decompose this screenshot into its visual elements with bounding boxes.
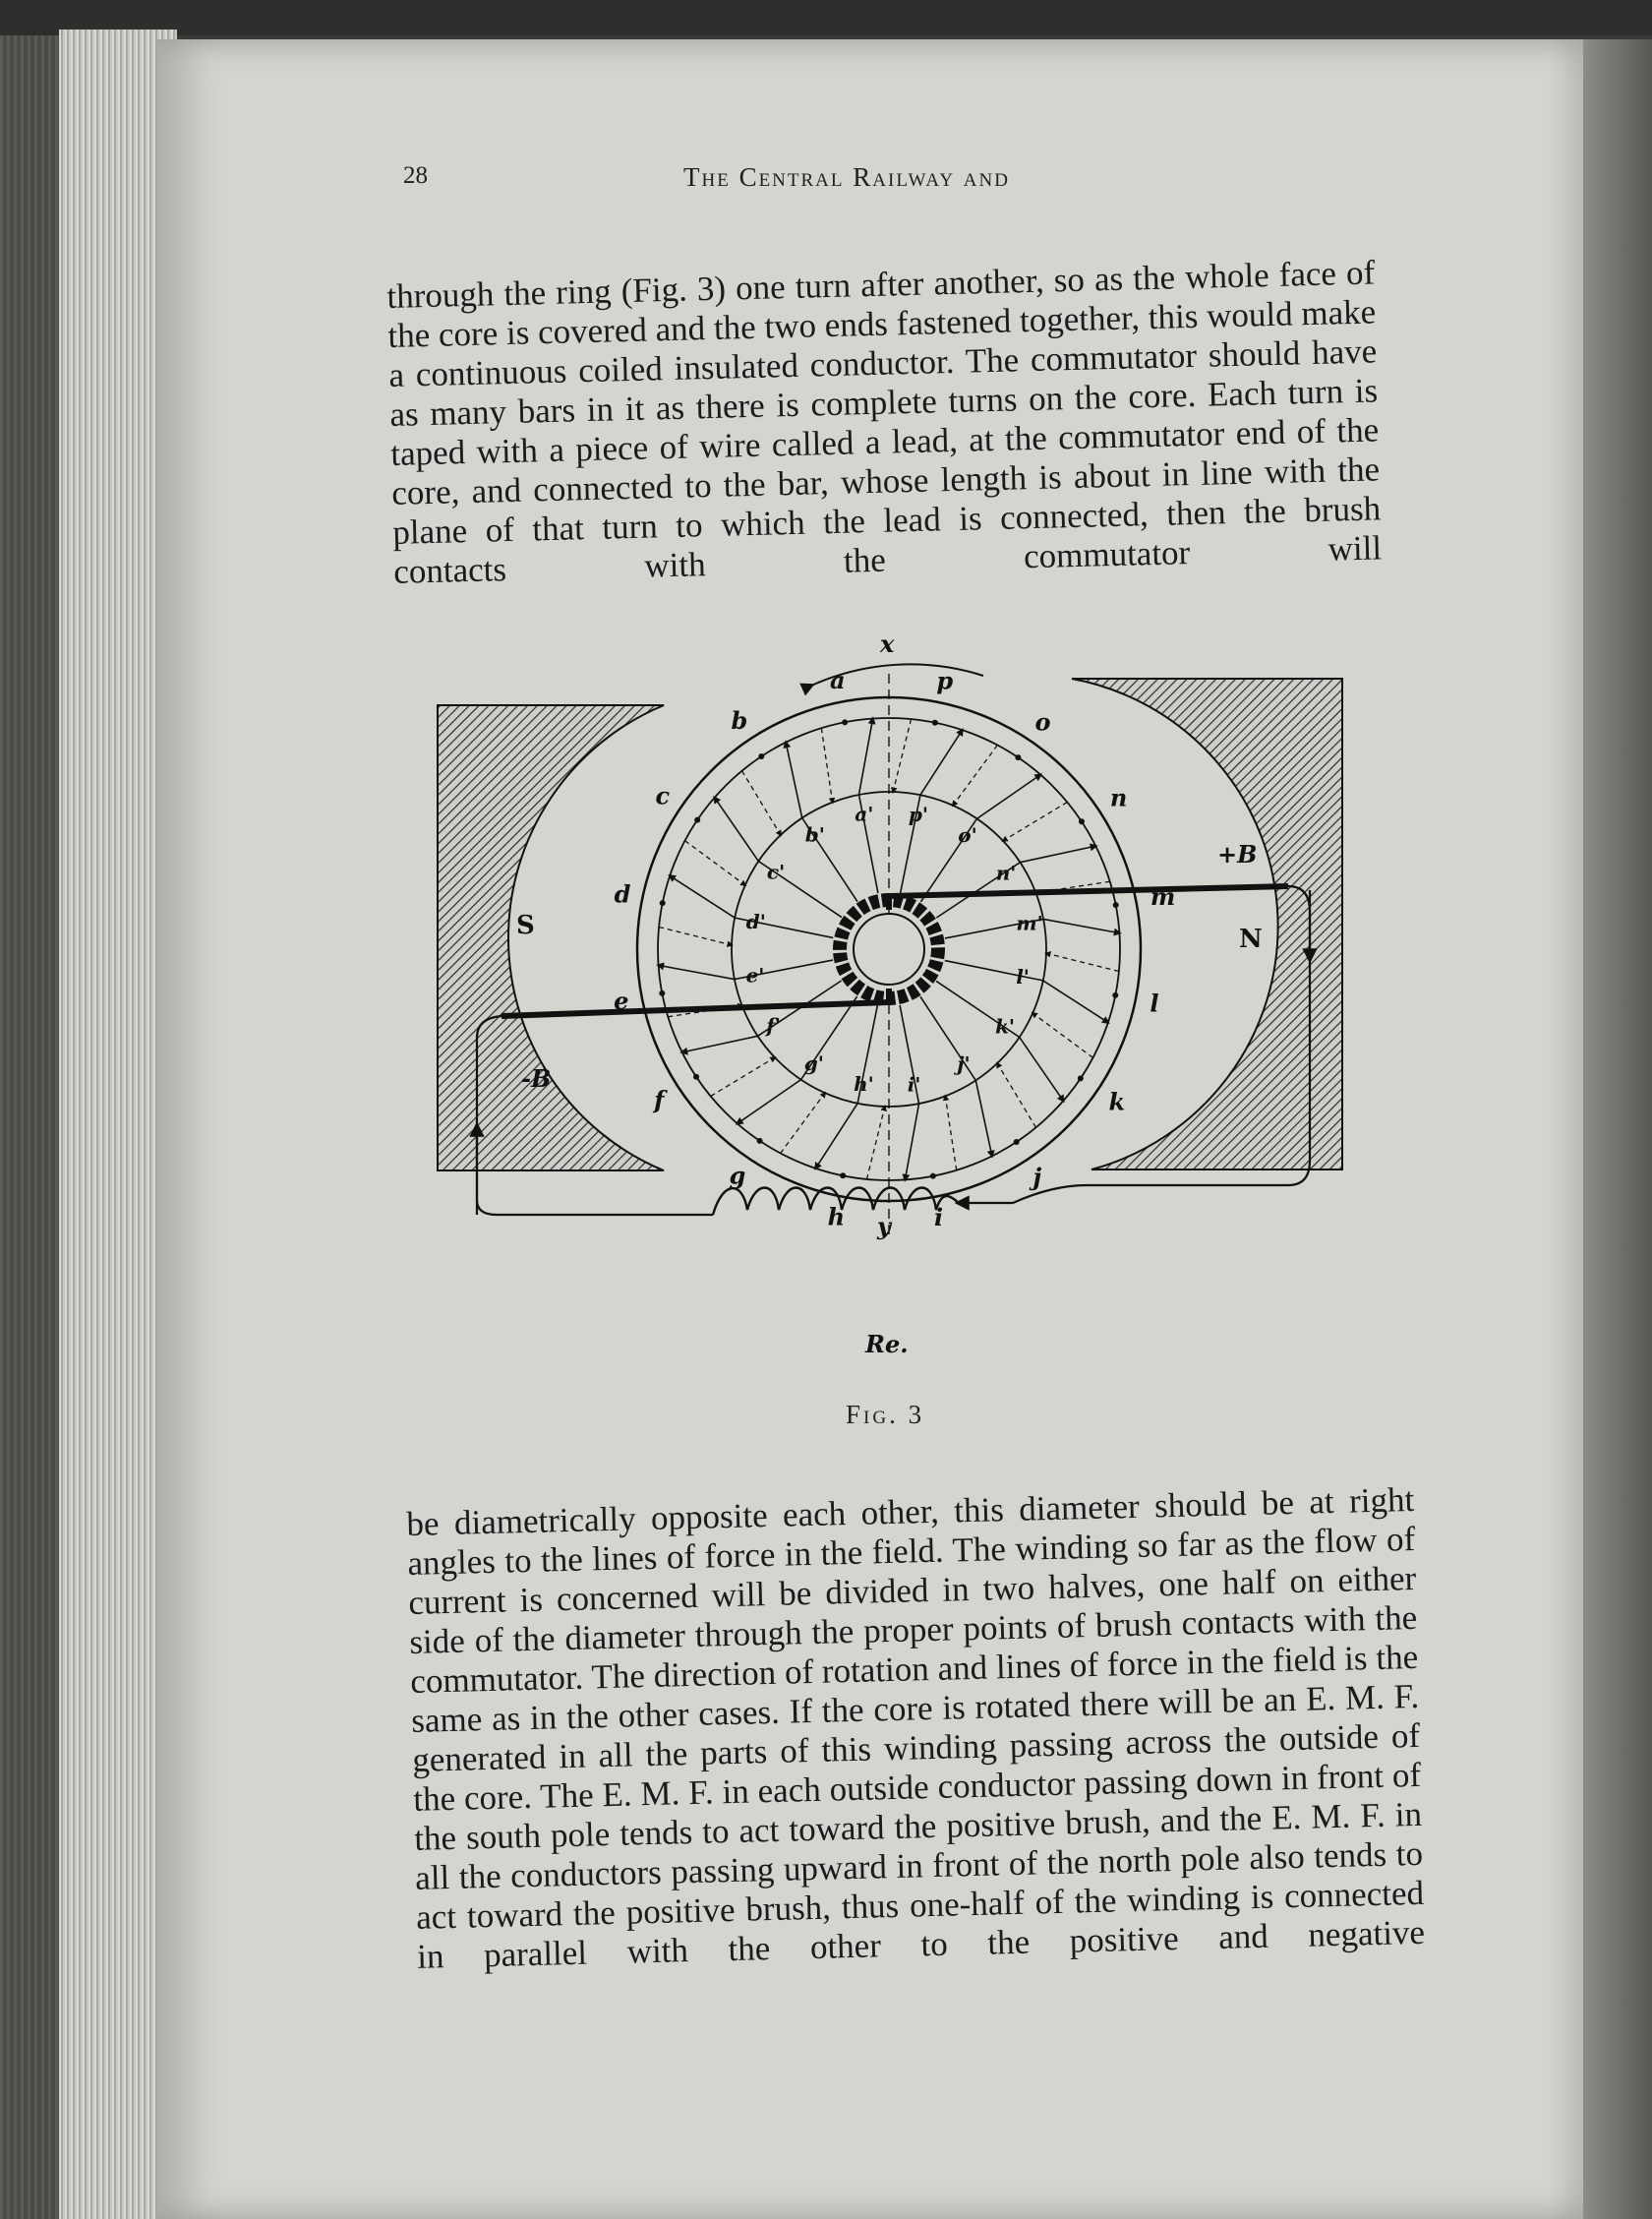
- winding-conductor: [715, 798, 759, 862]
- inner-point-label: p': [908, 802, 929, 826]
- positive-brush: [889, 886, 1288, 910]
- winding-conductor: [738, 1080, 801, 1124]
- negative-brush: [502, 989, 889, 1016]
- inner-point-label: c': [766, 860, 786, 884]
- terminal-dot: [757, 1138, 763, 1144]
- winding-conductor: [1020, 1037, 1064, 1101]
- inner-point-label: a': [855, 802, 874, 826]
- outer-point-label: h: [827, 1202, 846, 1231]
- inner-point-label: d': [745, 910, 766, 934]
- terminal-dot: [1112, 992, 1118, 998]
- terminal-dot: [1078, 1075, 1084, 1081]
- winding-return: [711, 1057, 775, 1096]
- book-spine-edge: [0, 35, 59, 2219]
- winding-return: [893, 719, 911, 792]
- inner-point-label: g': [803, 1051, 824, 1076]
- winding-return: [953, 746, 997, 806]
- winding-conductor: [682, 1036, 758, 1052]
- inner-point-label: h': [854, 1072, 874, 1097]
- outer-point-label: i: [934, 1202, 944, 1231]
- inner-point-label: b': [804, 822, 825, 847]
- paragraph-bottom: be diametrically opposite each other, this diameter should be at right angles to the lines of force in the field. The winding so far as the flow of current is concerned will be divided in two halves, one half on either side of the diameter through the proper points of brush contacts with the commutator. The direction of rotation and lines of force in the field is the same as in the other cases. If the core is rotated there will be an E. M. F. generated in all the parts of this winding passing across the outside of the core. The E. M. F. in each outside conductor passing down in front of the south pole tends to act toward the positive brush, and the E. M. F. in all the conductors passing upward in front of the north pole also tends to act toward the positive brush, thus one-half of the winding is connected in parallel with the other to the positive and negative: [406, 1479, 1426, 1976]
- facing-page-edge: [1583, 39, 1652, 2219]
- terminal-dot: [693, 1074, 699, 1080]
- winding-conductor: [670, 875, 735, 918]
- terminal-dot: [1079, 818, 1085, 824]
- terminal-dot: [758, 753, 764, 759]
- ring-armature-diagram: [423, 625, 1347, 1411]
- south-pole-label: S: [516, 911, 535, 940]
- winding-conductor: [920, 730, 963, 795]
- inner-point-label: m': [1016, 911, 1043, 935]
- outer-point-label: g: [729, 1161, 746, 1190]
- outer-point-label: o: [1034, 707, 1051, 737]
- figure-caption: Fig. 3: [846, 1400, 925, 1429]
- winding-return: [659, 927, 732, 944]
- winding-return: [742, 771, 781, 835]
- winding-return: [821, 728, 832, 802]
- winding-conductor: [815, 1104, 857, 1169]
- terminal-dot: [932, 720, 938, 726]
- winding-return: [1032, 1013, 1092, 1057]
- terminal-dot: [840, 1172, 846, 1178]
- winding-conductor: [976, 775, 1040, 819]
- inner-point-label: n': [995, 861, 1017, 885]
- outer-point-label: f: [654, 1085, 665, 1114]
- positive-brush-label: +B: [1217, 840, 1258, 869]
- axis-x-label: x: [880, 630, 895, 658]
- terminal-dot: [660, 900, 666, 906]
- outer-point-label: e: [614, 987, 629, 1016]
- page-header: [403, 162, 1386, 202]
- resistance-label: Re.: [865, 1330, 909, 1358]
- inner-point-label: i': [907, 1072, 921, 1097]
- winding-return: [1003, 803, 1067, 841]
- outer-point-label: n: [1109, 783, 1128, 812]
- winding-conductor: [1043, 981, 1108, 1023]
- outer-point-label: j: [1032, 1162, 1042, 1191]
- outer-point-label: d: [614, 879, 631, 909]
- commutator-inner: [854, 914, 924, 985]
- inner-point-label: k': [995, 1014, 1016, 1039]
- south-pole-piece: [438, 705, 664, 1170]
- scan-top-border: [0, 0, 1652, 35]
- inner-point-label: f': [766, 1013, 781, 1038]
- winding-conductor: [1043, 919, 1119, 932]
- winding-conductor: [858, 719, 872, 795]
- winding-return: [685, 841, 745, 885]
- winding-conductor: [786, 743, 802, 818]
- terminal-dot: [1014, 1139, 1020, 1145]
- terminal-dot: [1015, 754, 1021, 760]
- north-pole-label: N: [1239, 925, 1263, 954]
- terminal-dot: [659, 990, 665, 996]
- winding-conductor: [975, 1080, 992, 1156]
- winding-return: [866, 1107, 884, 1179]
- winding-return: [997, 1063, 1035, 1127]
- outer-point-label: c: [655, 781, 671, 810]
- winding-conductor: [905, 1104, 918, 1179]
- axis-y-label: y: [877, 1212, 891, 1240]
- winding-return: [945, 1096, 956, 1169]
- inner-point-label: l': [1016, 964, 1030, 989]
- terminal-dot: [930, 1173, 936, 1179]
- inner-point-label: j': [957, 1051, 971, 1076]
- outer-point-label: a: [829, 666, 846, 695]
- inner-point-label: e': [745, 963, 765, 988]
- page-number: 28: [403, 162, 428, 189]
- negative-brush-label: -B: [521, 1064, 552, 1093]
- terminal-dot: [1113, 902, 1119, 908]
- outer-point-label: l: [1150, 989, 1159, 1018]
- outer-point-label: k: [1108, 1087, 1126, 1116]
- paragraph-top: through the ring (Fig. 3) one turn after another, so as the whole face of the core is covered and the two ends fastened together, this would make a continuous coiled insulated conductor. The commutator should have as many bars in it as there is complete turns on the core. Each turn is taped with a piece of wire called a lead, at the commutator end of the core, and connected to the bar, whose length is about in line with the plane of that turn to which the lead is connected, then the brush contacts with the commutator will: [386, 253, 1383, 591]
- running-head: The Central Railway and: [683, 162, 1010, 192]
- winding-conductor: [1020, 846, 1095, 863]
- outer-point-label: m: [1150, 881, 1176, 911]
- winding-return: [781, 1093, 825, 1153]
- figure-3-diagram: [423, 625, 1347, 1411]
- terminal-dot: [842, 719, 848, 725]
- outer-point-label: b: [731, 706, 748, 736]
- winding-conductor: [659, 965, 735, 979]
- winding-return: [1046, 953, 1119, 971]
- inner-point-label: o': [958, 822, 977, 847]
- terminal-dot: [694, 817, 700, 823]
- outer-point-label: p: [936, 666, 954, 695]
